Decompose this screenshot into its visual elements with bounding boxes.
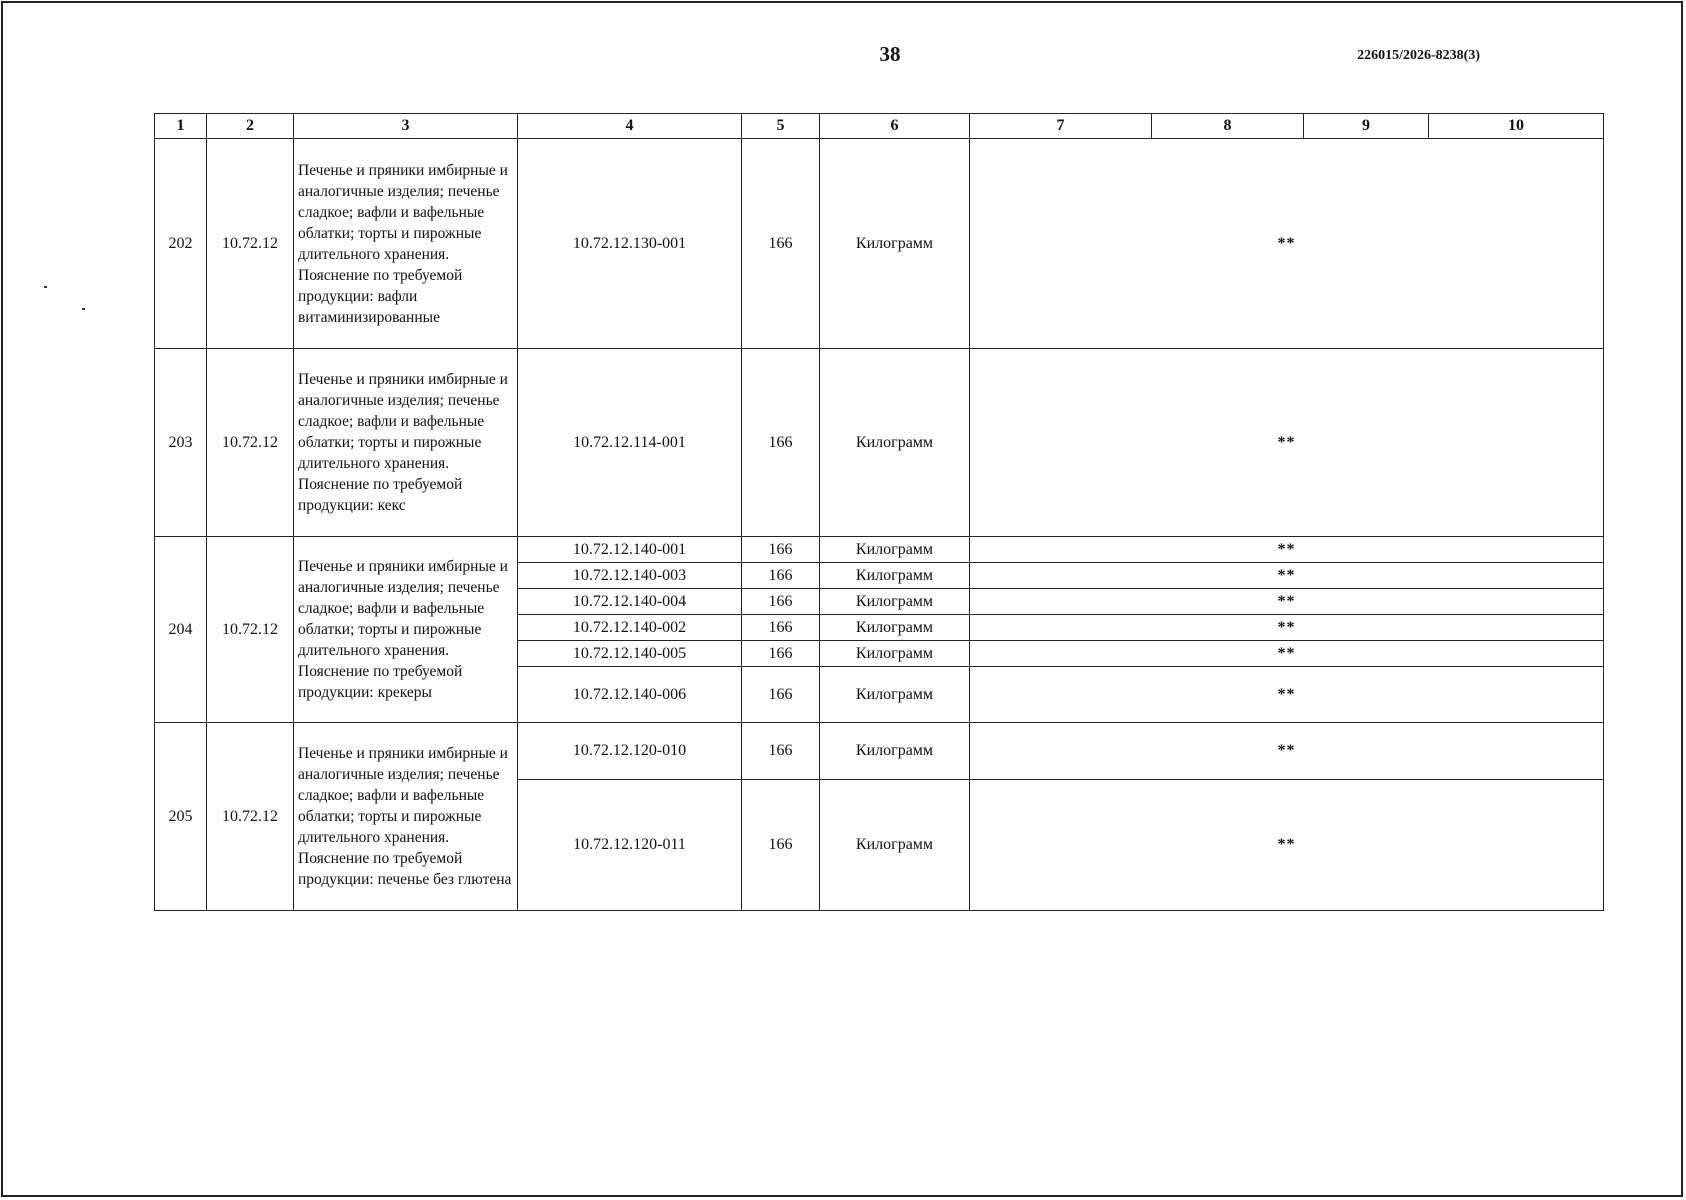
restricted-cell: ** [970,537,1604,563]
unit-name: Килограмм [820,615,970,641]
restricted-cell: ** [970,589,1604,615]
unit-name: Килограмм [820,667,970,723]
ktru-code: 10.72.12.140-004 [518,589,742,615]
scan-speck [82,308,85,310]
product-description: Печенье и пряники имбирные и аналогичные изделия; печенье сладкое; вафли и вафельные облатки; торты и пирожные длительного хранения. Пояснение по требуемой продукции: кекс [294,349,518,537]
okei-code: 166 [742,139,820,349]
column-header: 8 [1152,114,1304,139]
ktru-code: 10.72.12.140-005 [518,641,742,667]
okei-code: 166 [742,563,820,589]
table-row [155,349,1604,537]
ktru-code: 10.72.12.140-001 [518,537,742,563]
page-number: 38 [879,42,901,66]
scan-speck [44,286,47,288]
column-header: 3 [294,114,518,139]
okei-code: 166 [742,780,820,911]
unit-name: Килограмм [820,780,970,911]
document-id: 226015/2026-8238(3) [1357,48,1480,63]
row-number: 204 [155,537,207,723]
okei-code: 166 [742,589,820,615]
ktru-code: 10.72.12.140-002 [518,615,742,641]
product-description: Печенье и пряники имбирные и аналогичные изделия; печенье сладкое; вафли и вафельные облатки; торты и пирожные длительного хранения. Пояснение по требуемой продукции: крекеры [294,537,518,723]
unit-name: Килограмм [820,563,970,589]
column-header: 5 [742,114,820,139]
ktru-code: 10.72.12.120-010 [518,723,742,780]
column-header: 4 [518,114,742,139]
column-header: 6 [820,114,970,139]
row-number: 203 [155,349,207,537]
okei-code: 166 [742,615,820,641]
ktru-code: 10.72.12.114-001 [518,349,742,537]
unit-name: Килограмм [820,589,970,615]
okpd-code: 10.72.12 [207,139,294,349]
okei-code: 166 [742,349,820,537]
ktru-code: 10.72.12.140-006 [518,667,742,723]
okei-code: 166 [742,641,820,667]
restricted-cell: ** [970,615,1604,641]
column-header: 1 [155,114,207,139]
ktru-code: 10.72.12.140-003 [518,563,742,589]
column-header: 9 [1304,114,1429,139]
unit-name: Килограмм [820,641,970,667]
okpd-code: 10.72.12 [207,723,294,911]
restricted-cell: ** [970,349,1604,537]
unit-name: Килограмм [820,723,970,780]
table-row [155,537,1604,563]
product-description: Печенье и пряники имбирные и аналогичные изделия; печенье сладкое; вафли и вафельные облатки; торты и пирожные длительного хранения. Пояснение по требуемой продукции: вафли витаминизированные [294,139,518,349]
ktru-code: 10.72.12.130-001 [518,139,742,349]
registry-table [154,113,1604,911]
product-description: Печенье и пряники имбирные и аналогичные изделия; печенье сладкое; вафли и вафельные облатки; торты и пирожные длительного хранения. Пояснение по требуемой продукции: печенье без глютена [294,723,518,911]
table-row [155,723,1604,780]
row-number: 202 [155,139,207,349]
restricted-cell: ** [970,641,1604,667]
column-number-row [155,114,1604,139]
okei-code: 166 [742,723,820,780]
restricted-cell: ** [970,139,1604,349]
column-header: 10 [1429,114,1604,139]
okpd-code: 10.72.12 [207,537,294,723]
unit-name: Килограмм [820,537,970,563]
restricted-cell: ** [970,563,1604,589]
column-header: 7 [970,114,1152,139]
okpd-code: 10.72.12 [207,349,294,537]
restricted-cell: ** [970,667,1604,723]
unit-name: Килограмм [820,349,970,537]
column-header: 2 [207,114,294,139]
table-row [155,139,1604,349]
unit-name: Килограмм [820,139,970,349]
ktru-code: 10.72.12.120-011 [518,780,742,911]
okei-code: 166 [742,667,820,723]
row-number: 205 [155,723,207,911]
restricted-cell: ** [970,723,1604,780]
restricted-cell: ** [970,780,1604,911]
okei-code: 166 [742,537,820,563]
